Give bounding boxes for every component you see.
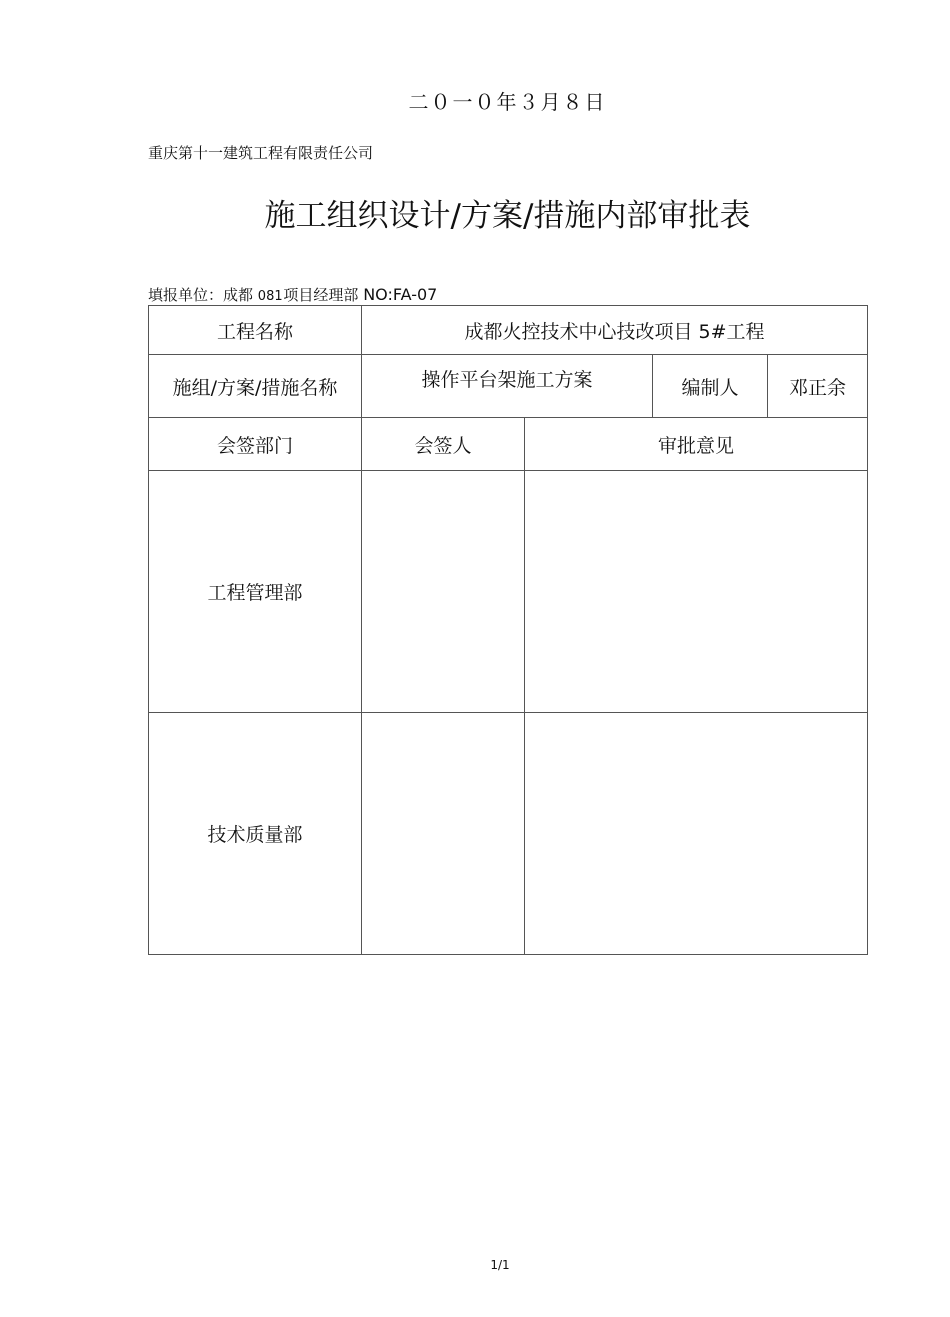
column-header-opinion: 审批意见 <box>525 418 868 471</box>
page-number: 1/1 <box>490 1258 510 1272</box>
approval-form-table <box>148 305 868 955</box>
department-cell: 工程管理部 <box>149 471 362 713</box>
author-value: 邓正余 <box>768 355 868 418</box>
column-header-signer: 会签人 <box>362 418 525 471</box>
table-row <box>149 713 868 955</box>
column-header-row <box>149 418 868 471</box>
fill-unit-label: 填报单位：成都 <box>148 286 254 304</box>
page-title: 施工组织设计/方案/措施内部审批表 <box>264 198 751 234</box>
table-row <box>149 471 868 713</box>
author-label: 编制人 <box>653 355 768 418</box>
project-name-label: 工程名称 <box>149 306 362 355</box>
fill-unit-line <box>148 284 437 305</box>
project-name-row <box>149 306 868 355</box>
fill-unit-name: 项目经理部 <box>283 286 359 304</box>
fill-unit-code: 081 <box>257 289 283 304</box>
plan-name-row <box>149 355 868 418</box>
plan-name-label: 施组/方案/措施名称 <box>149 355 362 418</box>
plan-name-value: 操作平台架施工方案 <box>362 355 653 418</box>
document-date: 二０一０年３月８日 <box>408 90 607 114</box>
company-name: 重庆第十一建筑工程有限责任公司 <box>148 144 374 162</box>
department-cell: 技术质量部 <box>149 713 362 955</box>
column-header-department: 会签部门 <box>149 418 362 471</box>
signer-cell[interactable] <box>362 471 525 713</box>
signer-cell[interactable] <box>362 713 525 955</box>
opinion-cell[interactable] <box>525 471 868 713</box>
opinion-cell[interactable] <box>525 713 868 955</box>
form-number: NO:FA-07 <box>363 285 438 304</box>
project-name-value: 成都火控技术中心技改项目 5#工程 <box>362 306 868 355</box>
